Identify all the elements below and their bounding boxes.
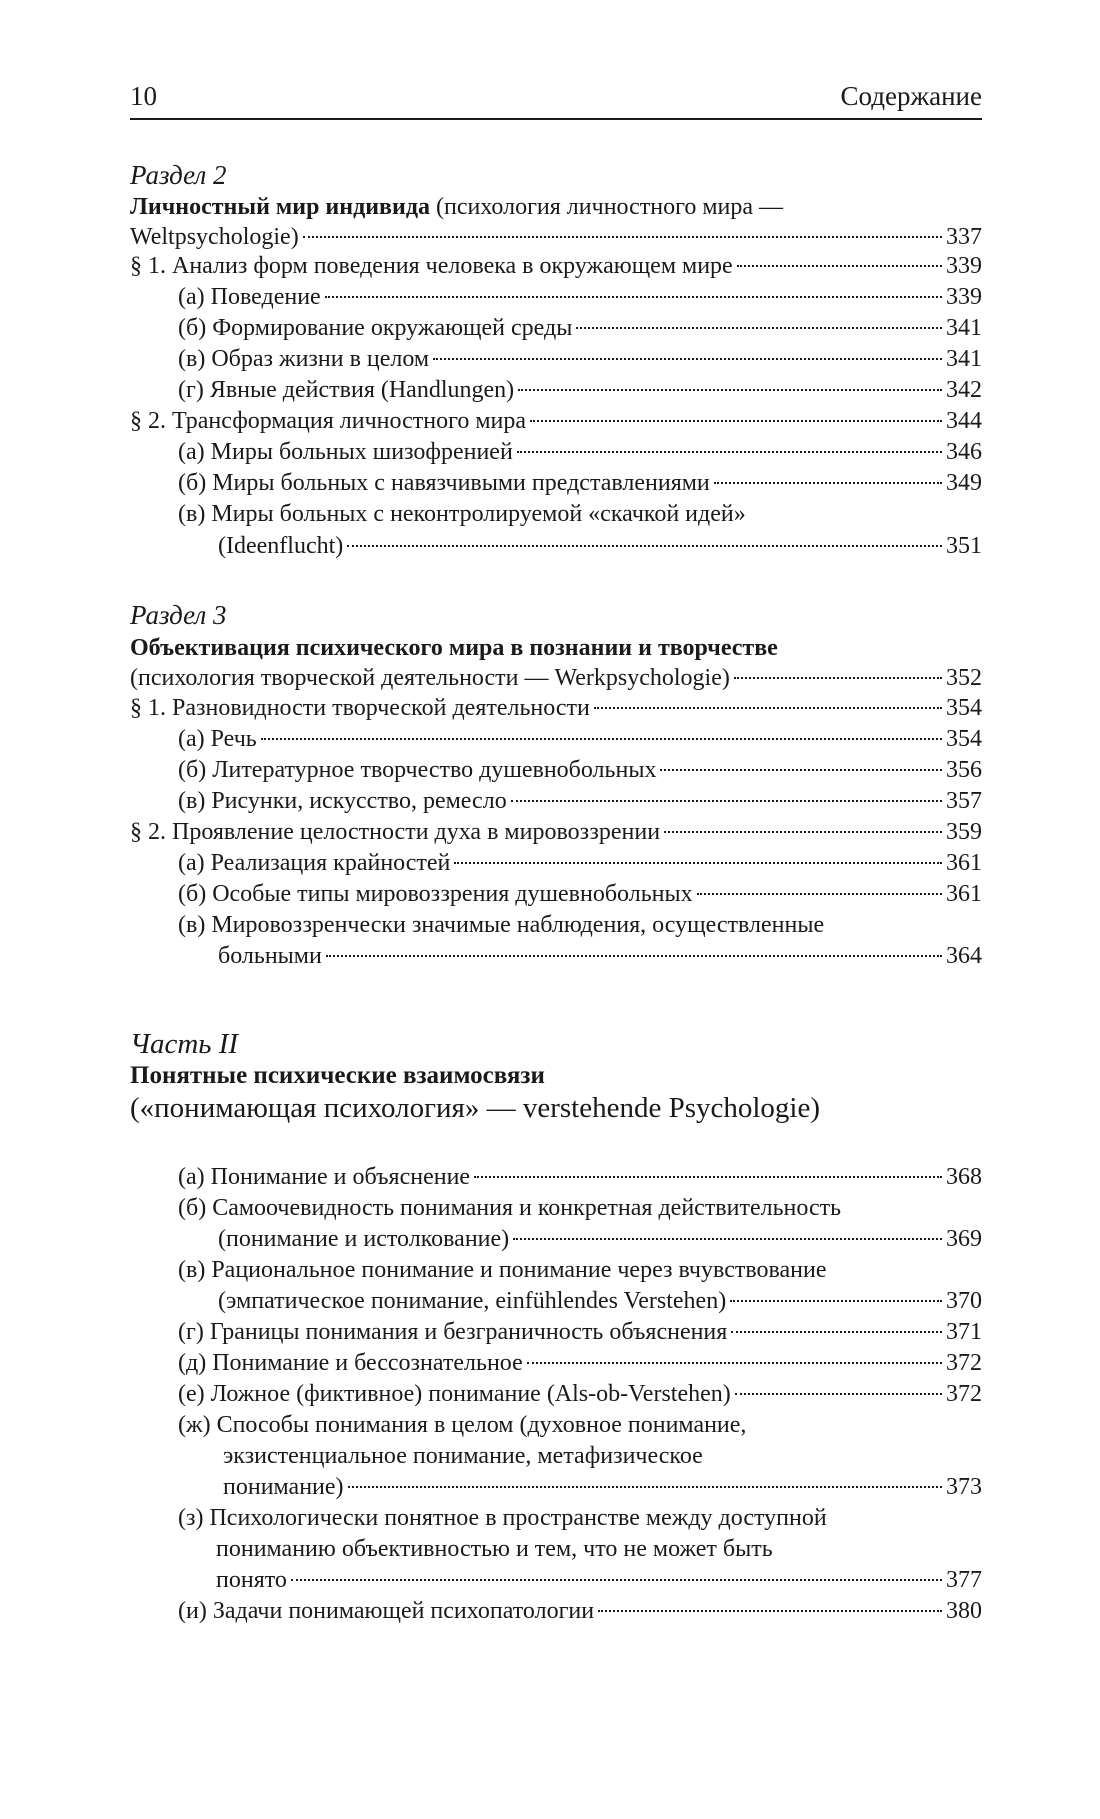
toc-label: (психология творческой деятельности — Werkpsychologie) — [130, 665, 730, 691]
toc-label: (а) Понимание и объяснение — [178, 1164, 471, 1190]
running-title: Содержание — [840, 81, 982, 111]
section-2-title-bold: Личностный мир индивида — [130, 194, 430, 220]
toc-entry[interactable] — [178, 879, 982, 910]
toc-page-number: 359 — [946, 819, 982, 845]
dot-leader — [594, 707, 942, 709]
dot-leader — [511, 800, 942, 802]
toc-label: § 2. Проявление целостности духа в мировоззрении — [130, 819, 661, 845]
section-2-label: Раздел 2 — [130, 160, 227, 190]
toc-entry-line: (в) Миры больных с неконтролируемой «скачкой идей» — [178, 501, 746, 527]
dot-leader — [598, 1610, 942, 1612]
toc-label: (а) Реализация крайностей — [178, 850, 451, 876]
section-2-title — [130, 192, 783, 223]
toc-page-number: 357 — [946, 788, 982, 814]
toc-entry-line: (ж) Способы понимания в целом (духовное понимание, — [178, 1412, 747, 1438]
toc-entry-line: (б) Самоочевидность понимания и конкретная действительность — [178, 1195, 842, 1221]
toc-label: больными — [218, 943, 322, 969]
toc-entry[interactable] — [178, 1317, 982, 1348]
toc-entry[interactable] — [218, 1286, 982, 1317]
toc-entry[interactable] — [178, 848, 982, 879]
toc-page-number: 370 — [946, 1288, 982, 1314]
toc-label: (а) Речь — [178, 726, 257, 752]
toc-entry[interactable] — [178, 468, 982, 499]
dot-leader — [730, 1300, 942, 1302]
dot-leader — [326, 955, 942, 957]
toc-entry[interactable] — [218, 941, 982, 972]
dot-leader — [731, 1331, 942, 1333]
dot-leader — [527, 1362, 942, 1364]
section-3-title: Объективация психического мира в познании и творчестве — [130, 635, 778, 661]
dot-leader — [303, 236, 942, 238]
toc-label: (б) Литературное творчество душевнобольных — [178, 757, 657, 783]
toc-label: (д) Понимание и бессознательное — [178, 1350, 523, 1376]
toc-entry[interactable] — [178, 1348, 982, 1379]
page-number: 10 — [130, 81, 157, 111]
toc-page-number: 377 — [946, 1567, 982, 1593]
toc-page-number: 356 — [946, 757, 982, 783]
toc-entry-line: (в) Рациональное понимание и понимание через вчувствование — [178, 1257, 827, 1283]
toc-entry[interactable] — [216, 1565, 982, 1596]
toc-label: (е) Ложное (фиктивное) понимание (Als-ob-Verstehen) — [178, 1381, 731, 1407]
toc-page-number: 380 — [946, 1598, 982, 1624]
toc-label: § 2. Трансформация личностного мира — [130, 408, 527, 434]
toc-label: (б) Формирование окружающей среды — [178, 315, 573, 341]
toc-entry[interactable] — [178, 437, 982, 468]
toc-entry[interactable] — [178, 282, 982, 313]
toc-entry[interactable] — [178, 1379, 982, 1410]
toc-entry[interactable] — [223, 1472, 982, 1503]
toc-page-number: 344 — [946, 408, 982, 434]
toc-page-number: 354 — [946, 695, 982, 721]
toc-page-number: 352 — [946, 665, 982, 691]
toc-label: понимание) — [223, 1474, 344, 1500]
dot-leader — [734, 677, 942, 679]
toc-page-number: 339 — [946, 284, 982, 310]
toc-page-number: 373 — [946, 1474, 982, 1500]
toc-label: (б) Миры больных с навязчивыми представлениями — [178, 470, 710, 496]
toc-entry-line: (в) Мировоззренчески значимые наблюдения, осуществленные — [178, 912, 825, 938]
toc-page-number: 372 — [946, 1350, 982, 1376]
toc-entry-line: экзистенциальное понимание, метафизическое — [223, 1443, 703, 1469]
toc-entry[interactable] — [130, 693, 982, 724]
dot-leader — [454, 862, 942, 864]
toc-entry[interactable] — [178, 724, 982, 755]
toc-page-number: 371 — [946, 1319, 982, 1345]
toc-page-number: 342 — [946, 377, 982, 403]
section-2-title-line[interactable] — [130, 222, 982, 253]
toc-label: (а) Миры больных шизофренией — [178, 439, 513, 465]
toc-label: § 1. Анализ форм поведения человека в окружающем мире — [130, 253, 733, 279]
toc-entry-line: пониманию объективностью и тем, что не может быть — [216, 1536, 773, 1562]
toc-page-number: 346 — [946, 439, 982, 465]
toc-label: § 1. Разновидности творческой деятельности — [130, 695, 590, 721]
toc-label: (понимание и истолкование) — [218, 1226, 510, 1252]
section-3-label: Раздел 3 — [130, 600, 227, 630]
toc-page-number: 351 — [946, 533, 982, 559]
dot-leader — [513, 1238, 942, 1240]
dot-leader — [660, 769, 942, 771]
toc-label: (б) Особые типы мировоззрения душевнобольных — [178, 881, 693, 907]
toc-page-number: 364 — [946, 943, 982, 969]
toc-label: (Ideenflucht) — [218, 533, 344, 559]
toc-page-number: 369 — [946, 1226, 982, 1252]
dot-leader — [433, 358, 942, 360]
dot-leader — [517, 451, 942, 453]
toc-entry[interactable] — [130, 251, 982, 282]
dot-leader — [325, 296, 942, 298]
toc-page-number: 361 — [946, 881, 982, 907]
dot-leader — [576, 327, 942, 329]
dot-leader — [664, 831, 942, 833]
toc-page-number: 354 — [946, 726, 982, 752]
dot-leader — [518, 389, 942, 391]
toc-entry[interactable] — [178, 313, 982, 344]
toc-label: (г) Границы понимания и безграничность объяснения — [178, 1319, 728, 1345]
dot-leader — [261, 738, 942, 740]
toc-label: понято — [216, 1567, 287, 1593]
toc-entry[interactable] — [130, 406, 982, 437]
toc-entry-line: (з) Психологически понятное в пространстве между доступной — [178, 1505, 827, 1531]
toc-entry[interactable] — [218, 1224, 982, 1255]
toc-label: Weltpsychologie) — [130, 224, 299, 250]
dot-leader — [697, 893, 942, 895]
toc-label: (г) Явные действия (Handlungen) — [178, 377, 515, 403]
section-2-title-rest: (психология личностного мира — — [430, 194, 784, 220]
toc-page-number: 341 — [946, 346, 982, 372]
part-2-label: Часть II — [130, 1028, 239, 1060]
toc-entry[interactable] — [178, 1162, 982, 1193]
toc-page-number: 341 — [946, 315, 982, 341]
toc-label: (в) Образ жизни в целом — [178, 346, 430, 372]
toc-label: (и) Задачи понимающей психопатологии — [178, 1598, 595, 1624]
part-2-subtitle: («понимающая психология» — verstehende Psychologie) — [130, 1092, 821, 1124]
toc-label: (в) Рисунки, искусство, ремесло — [178, 788, 507, 814]
dot-leader — [714, 482, 942, 484]
toc-page-number: 339 — [946, 253, 982, 279]
toc-page-number: 337 — [946, 224, 982, 250]
toc-page-number: 372 — [946, 1381, 982, 1407]
dot-leader — [347, 545, 942, 547]
toc-page-number: 368 — [946, 1164, 982, 1190]
toc-entry[interactable] — [178, 1596, 982, 1627]
toc-entry[interactable] — [218, 531, 982, 562]
toc-label: (эмпатическое понимание, einfühlendes Verstehen) — [218, 1288, 727, 1314]
dot-leader — [530, 420, 942, 422]
toc-page-number: 361 — [946, 850, 982, 876]
dot-leader — [735, 1393, 942, 1395]
dot-leader — [291, 1579, 942, 1581]
toc-entry[interactable] — [178, 786, 982, 817]
toc-entry[interactable] — [130, 817, 982, 848]
page-header — [130, 78, 982, 120]
toc-entry[interactable] — [178, 375, 982, 406]
part-2-title: Понятные психические взаимосвязи — [130, 1062, 545, 1089]
toc-page-number: 349 — [946, 470, 982, 496]
toc-label: (а) Поведение — [178, 284, 321, 310]
section-3-title-line[interactable] — [130, 663, 982, 694]
toc-entry[interactable] — [178, 755, 982, 786]
dot-leader — [348, 1486, 942, 1488]
dot-leader — [737, 265, 942, 267]
dot-leader — [474, 1176, 942, 1178]
toc-entry[interactable] — [178, 344, 982, 375]
